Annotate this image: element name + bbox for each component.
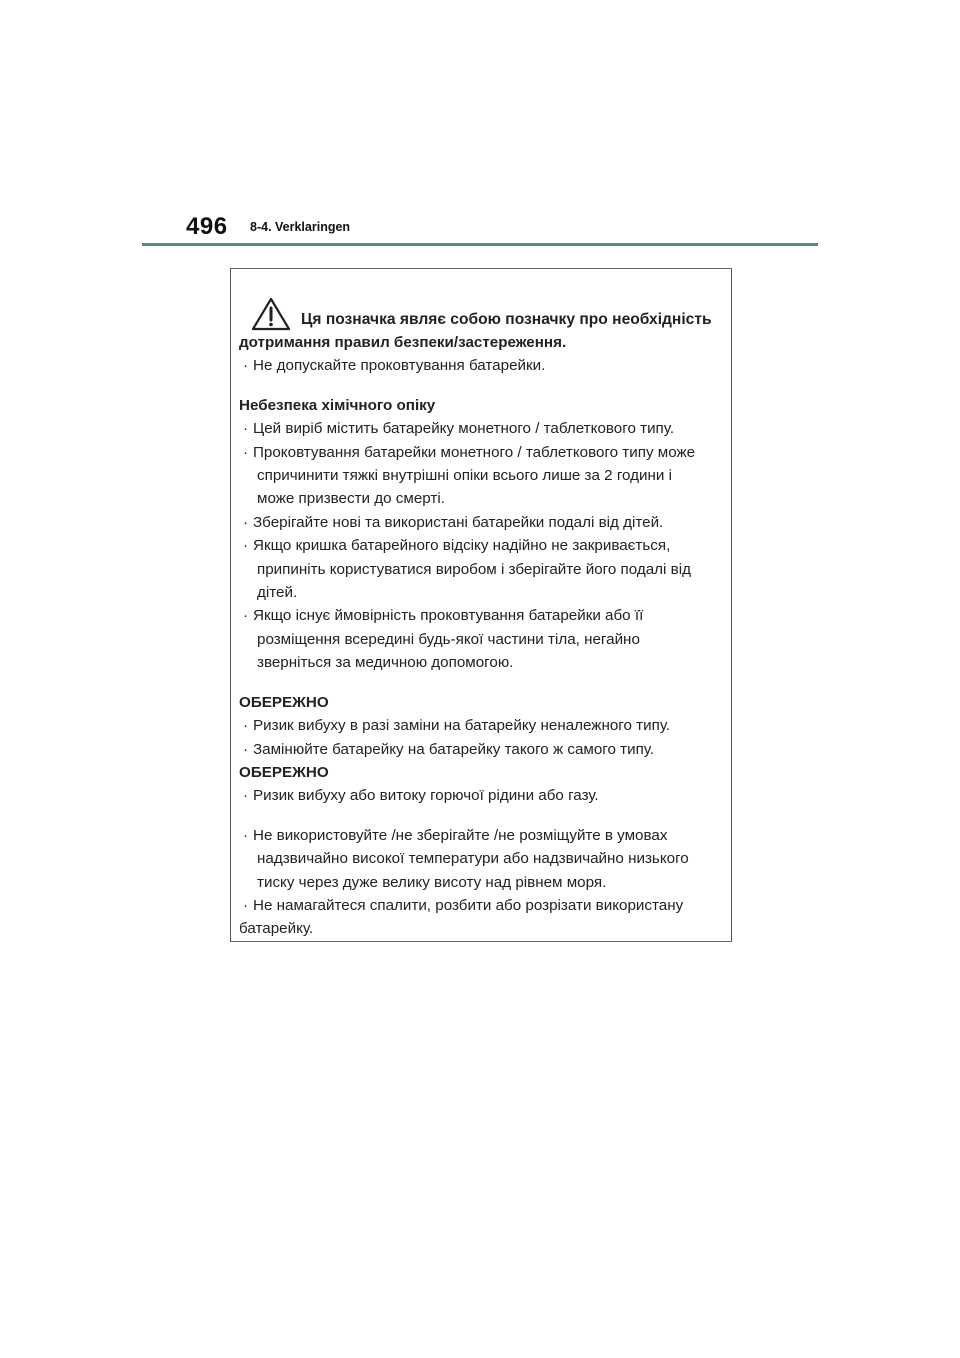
chem-bullet-5: · Якщо існує ймовірність проковтування батарейки або її [243,607,644,625]
caution2-bullet-2-cont-1: надзвичайно високої температури або надзвичайно низького [257,850,689,868]
chem-bullet-5-cont-1: розміщення всередині будь-якої частини тіла, негайно [257,630,640,648]
chem-bullet-5-cont-2: зверніться за медичною допомогою. [257,654,514,672]
caution2-bullet-3-cont: батарейку. [239,920,314,938]
chem-bullet-1: · Цей виріб містить батарейку монетного / таблеткового типу. [243,420,675,438]
caution-heading-1: ОБЕРЕЖНО [239,693,329,711]
caution2-bullet-2: · Не використовуйте /не зберігайте /не розміщуйте в умовах [243,826,668,844]
caution2-bullet-1: · Ризик вибуху або витоку горючої рідини або газу. [243,787,599,805]
caution1-bullet-1: · Ризик вибуху в разі заміни на батарейку неналежного типу. [243,717,671,735]
section-title: 8-4. Verklaringen [250,220,351,234]
warning-triangle-icon [251,297,291,331]
chem-bullet-2: · Проковтування батарейки монетного / таблеткового типу може [243,443,696,461]
page-header [0,0,960,250]
warning-intro [239,297,725,331]
caution2-bullet-3: · Не намагайтеся спалити, розбити або розрізати використану [243,896,684,914]
chem-bullet-4-cont-2: дітей. [257,584,298,602]
caution2-bullet-2-cont-2: тиску через дуже велику висоту над рівнем моря. [257,873,607,891]
chem-bullet-2-cont-2: може призвести до смерті. [257,490,445,508]
warning-intro-line2: дотримання правил безпеки/застереження. [239,334,567,351]
chem-bullet-3: · Зберігайте нові та використані батарейки подалі від дітей. [243,513,664,531]
header-divider [142,243,818,246]
intro-bullet: · Не допускайте проковтування батарейки. [243,357,546,375]
caution1-bullet-2: · Замінюйте батарейку на батарейку такого ж самого типу. [243,740,655,758]
chem-bullet-4: · Якщо кришка батарейного відсіку надійно не закривається, [243,537,671,555]
warning-intro-line1: Ця позначка являє собою позначку про необхідність [301,310,712,328]
safety-notice-box [230,268,732,942]
chem-burn-heading: Небезпека хімічного опіку [239,396,436,414]
chem-bullet-4-cont-1: припиніть користуватися виробом і зберігайте його подалі від [257,560,691,578]
caution-heading-2: ОБЕРЕЖНО [239,763,329,781]
chem-bullet-2-cont-1: спричинити тяжкі внутрішні опіки всього лише за 2 години і [257,467,672,485]
safety-notice-content [239,297,725,941]
page-number: 496 [186,213,228,240]
